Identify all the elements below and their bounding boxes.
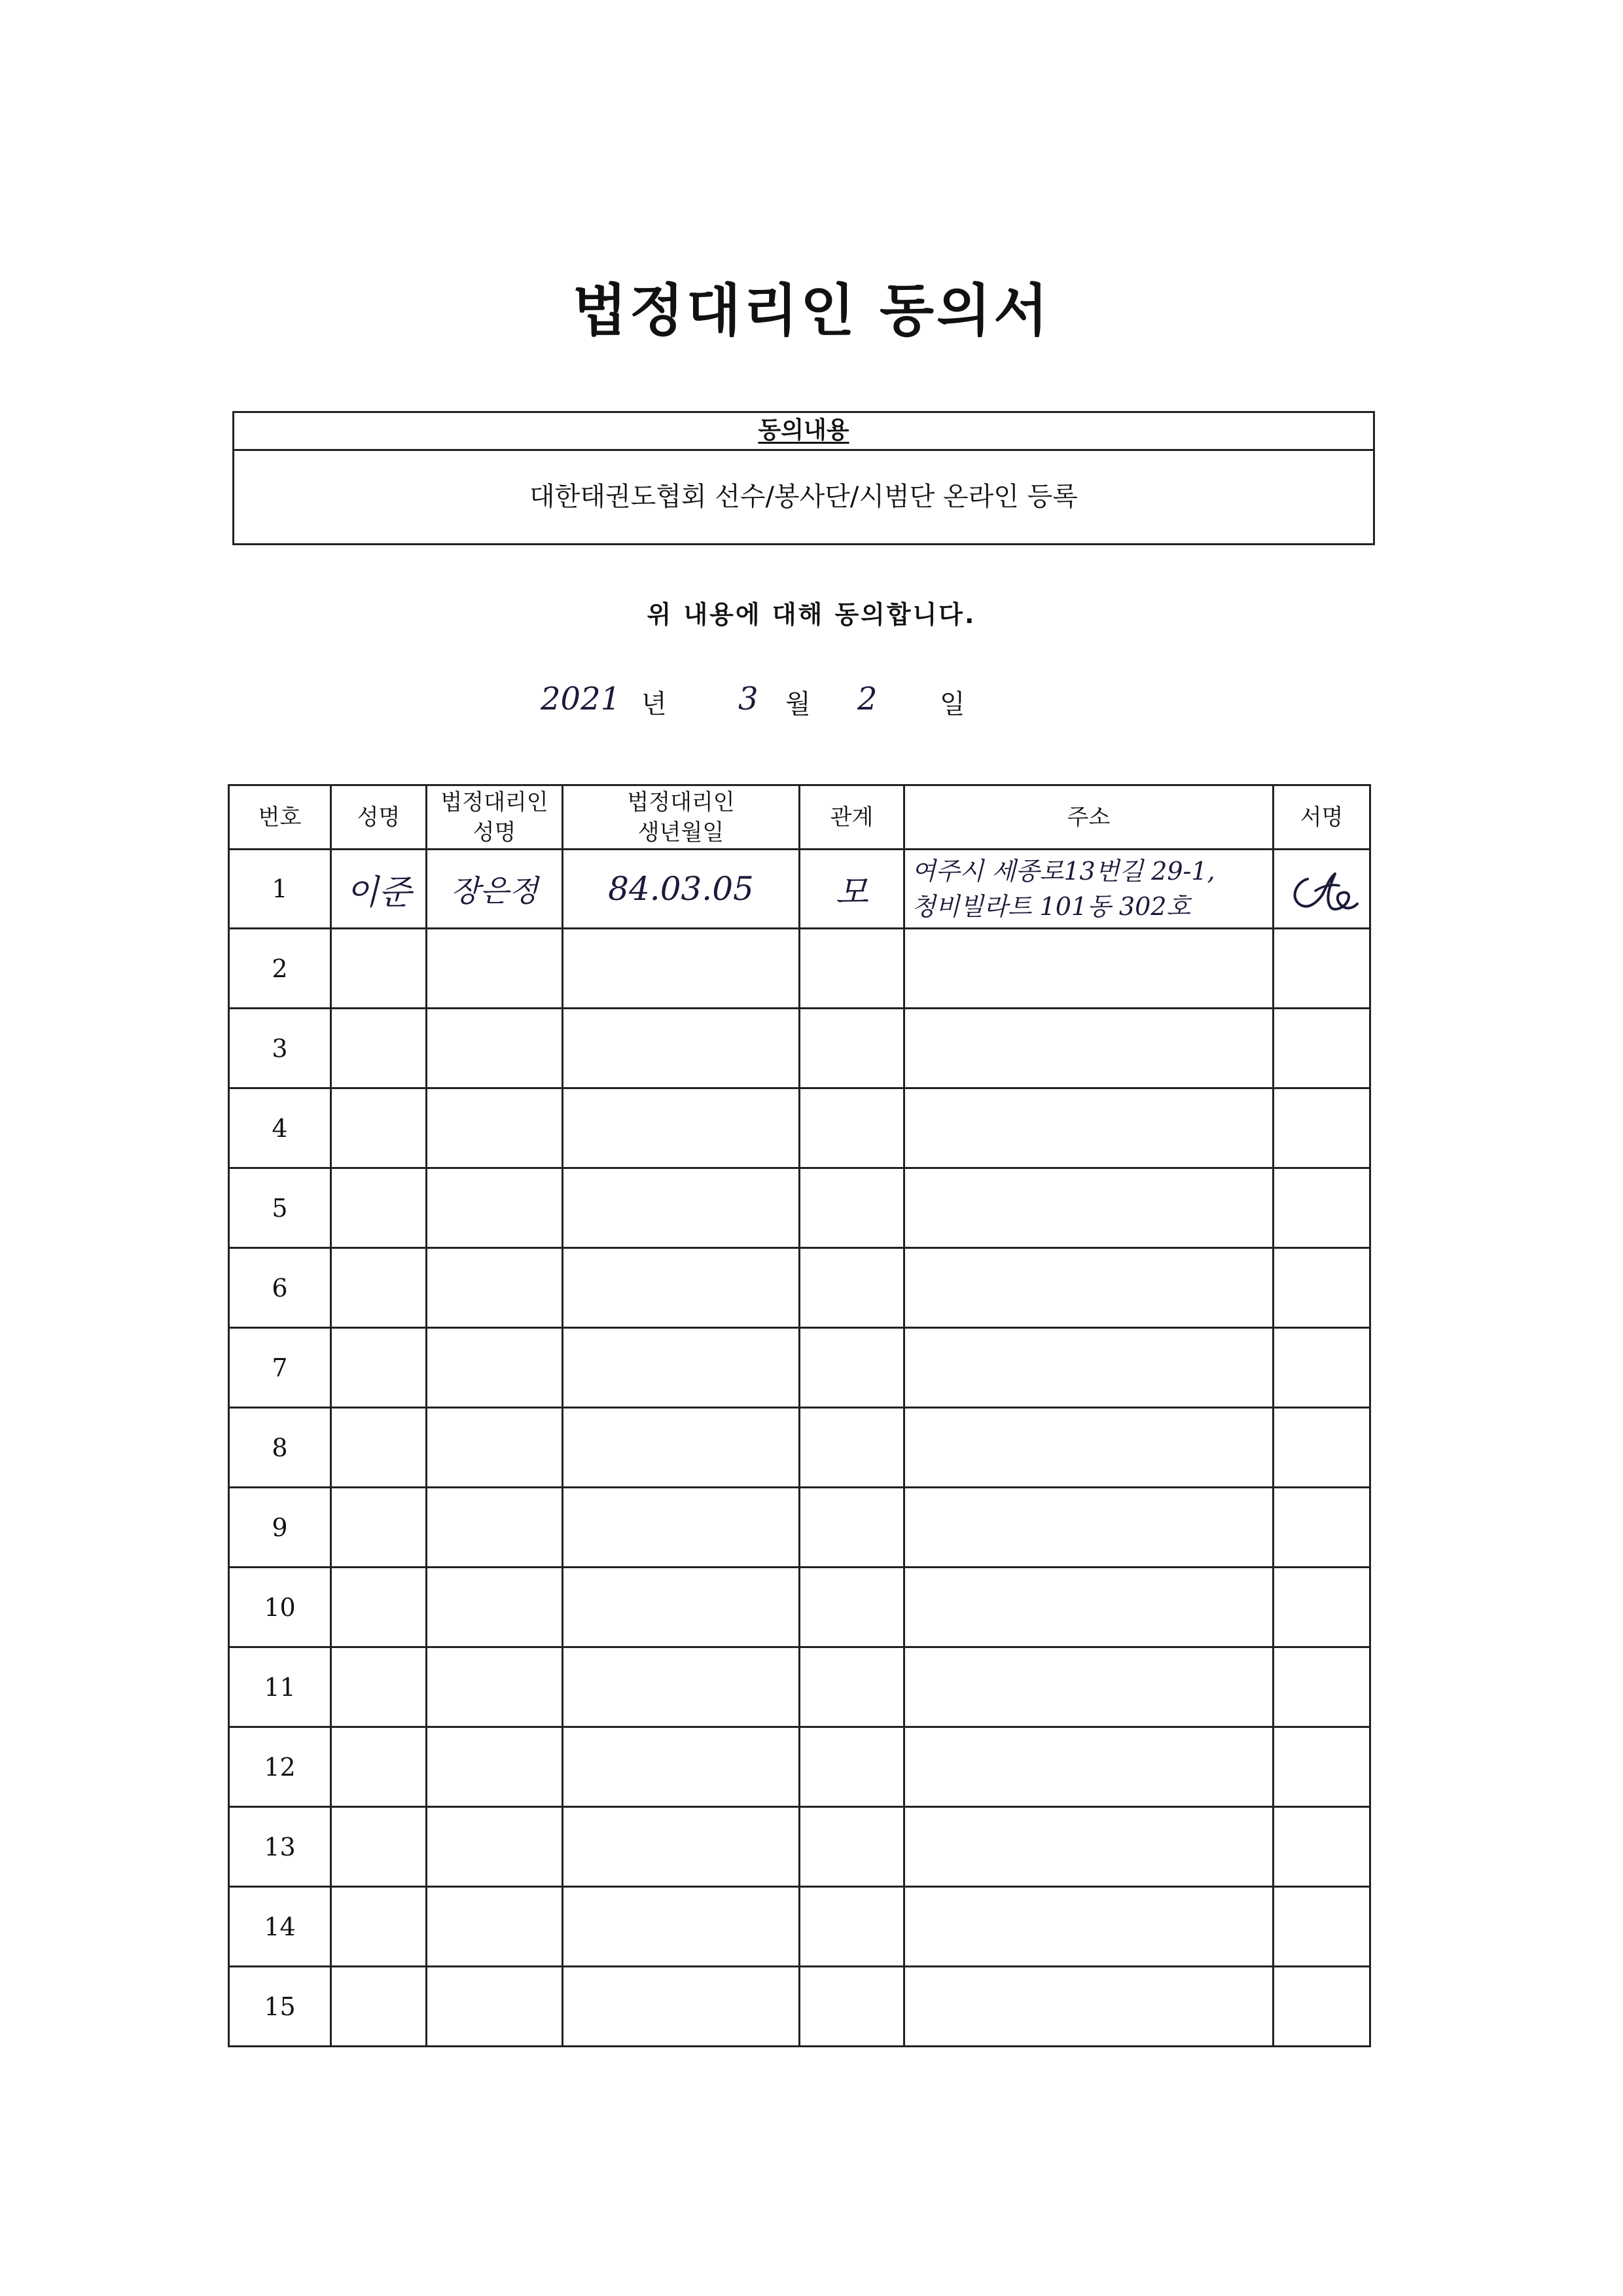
table-row (229, 1168, 1370, 1248)
table-row (229, 1887, 1370, 1967)
row-no: 13 (229, 1807, 331, 1887)
row-address (904, 850, 1274, 929)
table-row (229, 929, 1370, 1009)
header-guardian-birth (563, 785, 800, 850)
row-address-line1: 여주시 세종로13번길 29-1, (912, 857, 1215, 886)
header-address: 주소 (904, 785, 1274, 850)
row-no: 10 (229, 1568, 331, 1647)
date-row (0, 681, 1623, 726)
date-month-label: 월 (785, 689, 811, 719)
row-address-line2: 청비빌라트 101동 302호 (912, 892, 1191, 921)
row-no: 3 (229, 1009, 331, 1088)
table-row (229, 1807, 1370, 1887)
consent-body: 대한태권도협회 선수/봉사단/시범단 온라인 등록 (529, 482, 1078, 512)
row-guardian-birth: 84.03.05 (563, 850, 800, 929)
row-no: 6 (229, 1248, 331, 1328)
row-no: 4 (229, 1088, 331, 1168)
row-no: 9 (229, 1488, 331, 1568)
table-row (229, 1408, 1370, 1488)
consent-header (234, 413, 1373, 451)
date-year-label: 년 (641, 689, 667, 719)
table-row (229, 1088, 1370, 1168)
table-row (229, 1647, 1370, 1727)
row-no: 1 (229, 850, 331, 929)
header-guardian-name-line1: 법정대리인 (440, 789, 548, 816)
row-guardian-name: 장은정 (427, 850, 563, 929)
row-relation: 모 (800, 850, 904, 929)
table-row (229, 1488, 1370, 1568)
header-no: 번호 (229, 785, 331, 850)
row-no: 2 (229, 929, 331, 1009)
row-no: 7 (229, 1328, 331, 1408)
table-row (229, 1328, 1370, 1408)
row-no: 5 (229, 1168, 331, 1248)
consent-header-label: 동의내용 (758, 417, 849, 444)
table-header-row (229, 785, 1370, 850)
document-title: 법정대리인 동의서 (572, 278, 1051, 344)
row-no: 15 (229, 1967, 331, 2047)
agree-statement: 위 내용에 대해 동의합니다. (647, 600, 976, 629)
table-row (229, 1009, 1370, 1088)
row-no: 11 (229, 1647, 331, 1727)
table-row (229, 850, 1370, 929)
table-row (229, 1248, 1370, 1328)
header-guardian-birth-line2: 생년월일 (637, 819, 724, 846)
header-guardian-name (427, 785, 563, 850)
date-day-label: 일 (940, 689, 965, 719)
date-day: 2 (857, 681, 878, 717)
row-no: 12 (229, 1727, 331, 1807)
row-no: 14 (229, 1887, 331, 1967)
header-signature: 서명 (1274, 785, 1370, 850)
guardian-table (228, 784, 1371, 2047)
header-guardian-name-line2: 성명 (473, 819, 516, 846)
table-row (229, 1727, 1370, 1807)
header-guardian-birth-line1: 법정대리인 (627, 789, 735, 816)
row-signature (1274, 850, 1370, 929)
header-name: 성명 (331, 785, 427, 850)
consent-box (232, 411, 1375, 545)
header-relation: 관계 (800, 785, 904, 850)
date-year: 2021 (541, 681, 621, 717)
table-row (229, 1967, 1370, 2047)
handwritten-signature (1283, 859, 1361, 918)
row-name: 이준 (331, 850, 427, 929)
row-no: 8 (229, 1408, 331, 1488)
date-month: 3 (738, 681, 758, 717)
table-row (229, 1568, 1370, 1647)
